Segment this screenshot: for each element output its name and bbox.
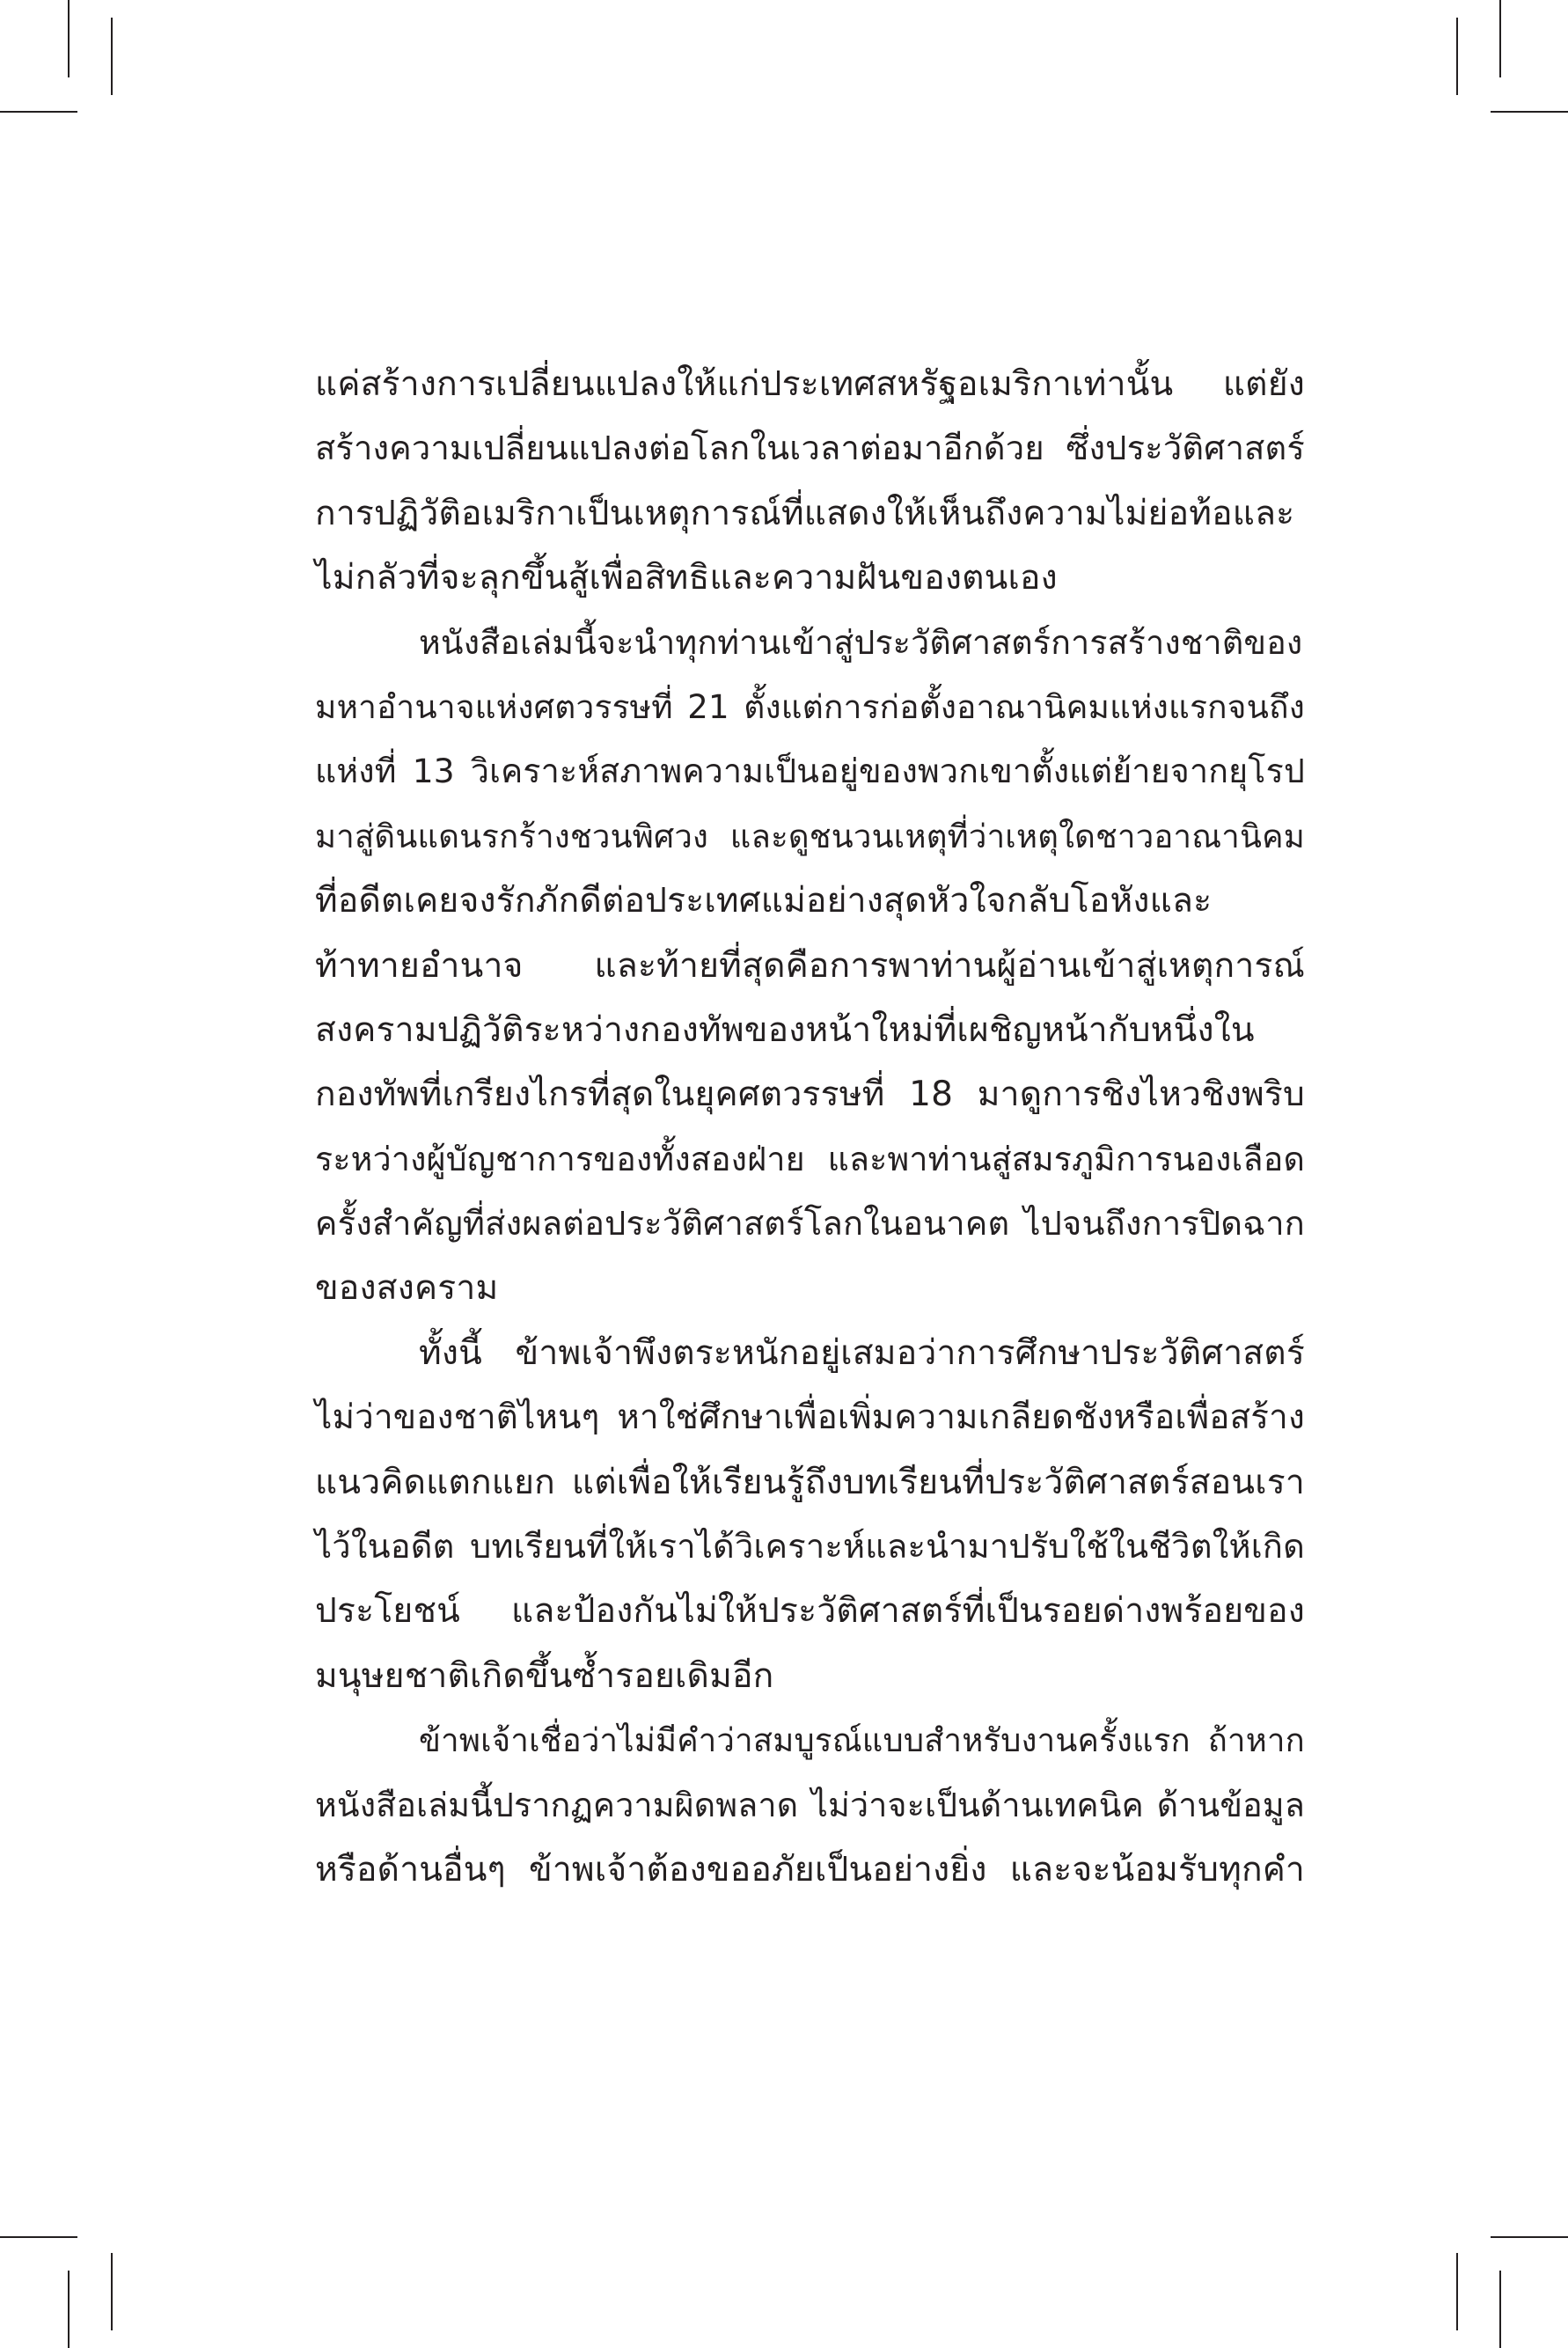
crop-mark-top-right-horizontal	[1491, 111, 1568, 113]
text-line: แห่งที่ 13 วิเคราะห์สภาพความเป็นอยู่ของพวกเขาตั้งแต่ย้ายจากยุโรป	[315, 752, 1305, 791]
text-line: การปฏิวัติอเมริกาเป็นเหตุการณ์ที่แสดงให้เห็นถึงความไม่ย่อท้อและ	[315, 493, 1295, 533]
text-line: ไว้ในอดีต บทเรียนที่ให้เราได้วิเคราะห์และนำมาปรับใช้ในชีวิตให้เกิด	[315, 1527, 1305, 1567]
crop-mark-bottom-left-vertical	[68, 2271, 70, 2348]
crop-mark-top-right-vertical-inner	[1456, 18, 1458, 95]
text-line: ทั้งนี้ ข้าพเจ้าพึงตระหนักอยู่เสมอว่าการศึกษาประวัติศาสตร์	[419, 1332, 1305, 1373]
text-line: มนุษยชาติเกิดขึ้นซ้ำรอยเดิมอีก	[315, 1655, 774, 1696]
text-line: ท้าทายอำนาจ และท้ายที่สุดคือการพาท่านผู้อ่านเข้าสู่เหตุการณ์	[315, 945, 1305, 986]
text-line: ของสงคราม	[315, 1268, 499, 1309]
text-line: หรือด้านอื่นๆ ข้าพเจ้าต้องขออภัยเป็นอย่างยิ่ง และจะน้อมรับทุกคำ	[315, 1849, 1305, 1889]
text-line: มหาอำนาจแห่งศตวรรษที่ 21 ตั้งแต่การก่อตั้งอาณานิคมแห่งแรกจนถึง	[315, 687, 1305, 726]
crop-mark-bottom-right-horizontal	[1491, 2236, 1568, 2238]
text-line: ข้าพเจ้าเชื่อว่าไม่มีคำว่าสมบูรณ์แบบสำหรับงานครั้งแรก ถ้าหาก	[419, 1721, 1305, 1760]
text-line: สงครามปฏิวัติระหว่างกองทัพของหน้าใหม่ที่เผชิญหน้ากับหนึ่งใน	[315, 1009, 1255, 1050]
text-line: ประโยชน์ และป้องกันไม่ให้ประวัติศาสตร์ที่เป็นรอยด่างพร้อยของ	[315, 1591, 1305, 1632]
text-line: หนังสือเล่มนี้ปรากฏความผิดพลาด ไม่ว่าจะเป็นด้านเทคนิค ด้านข้อมูล	[315, 1785, 1305, 1824]
text-line: ไม่กลัวที่จะลุกขึ้นสู้เพื่อสิทธิและความฝันของตนเอง	[315, 558, 1058, 598]
text-line: ครั้งสำคัญที่ส่งผลต่อประวัติศาสตร์โลกในอนาคต ไปจนถึงการปิดฉาก	[315, 1204, 1305, 1244]
crop-mark-bottom-left-vertical-inner	[111, 2253, 113, 2330]
text-line: แค่สร้างการเปลี่ยนแปลงให้แก่ประเทศสหรัฐอเมริกาเท่านั้น แต่ยัง	[315, 364, 1305, 404]
crop-mark-top-left-horizontal	[0, 111, 77, 113]
text-line: กองทัพที่เกรียงไกรที่สุดในยุคศตวรรษที่ 18 มาดูการชิงไหวชิงพริบ	[315, 1075, 1305, 1115]
crop-mark-bottom-right-vertical	[1499, 2271, 1501, 2348]
text-line: ไม่ว่าของชาติไหนๆ หาใช่ศึกษาเพื่อเพิ่มความเกลียดชังหรือเพื่อสร้าง	[315, 1398, 1305, 1438]
text-line: มาสู่ดินแดนรกร้างชวนพิศวง และดูชนวนเหตุที่ว่าเหตุใดชาวอาณานิคม	[315, 817, 1305, 855]
crop-mark-bottom-left-horizontal	[0, 2236, 77, 2238]
text-line: หนังสือเล่มนี้จะนำทุกท่านเข้าสู่ประวัติศาสตร์การสร้างชาติของ	[419, 622, 1303, 662]
crop-mark-bottom-right-vertical-inner	[1456, 2253, 1458, 2330]
text-line: สร้างความเปลี่ยนแปลงต่อโลกในเวลาต่อมาอีกด้วย ซึ่งประวัติศาสตร์	[315, 429, 1305, 468]
crop-mark-top-left-vertical-inner	[111, 18, 113, 95]
text-line: แนวคิดแตกแยก แต่เพื่อให้เรียนรู้ถึงบทเรียนที่ประวัติศาสตร์สอนเรา	[315, 1462, 1305, 1502]
crop-mark-top-right-vertical	[1499, 0, 1501, 77]
text-line: ที่อดีตเคยจงรักภักดีต่อประเทศแม่อย่างสุดหัวใจกลับโอหังและ	[315, 881, 1213, 921]
body-text	[315, 352, 1305, 1902]
crop-mark-top-left-vertical	[68, 0, 70, 77]
text-line: ระหว่างผู้บัญชาการของทั้งสองฝ่าย และพาท่านสู่สมรภูมิการนองเลือด	[315, 1139, 1305, 1178]
